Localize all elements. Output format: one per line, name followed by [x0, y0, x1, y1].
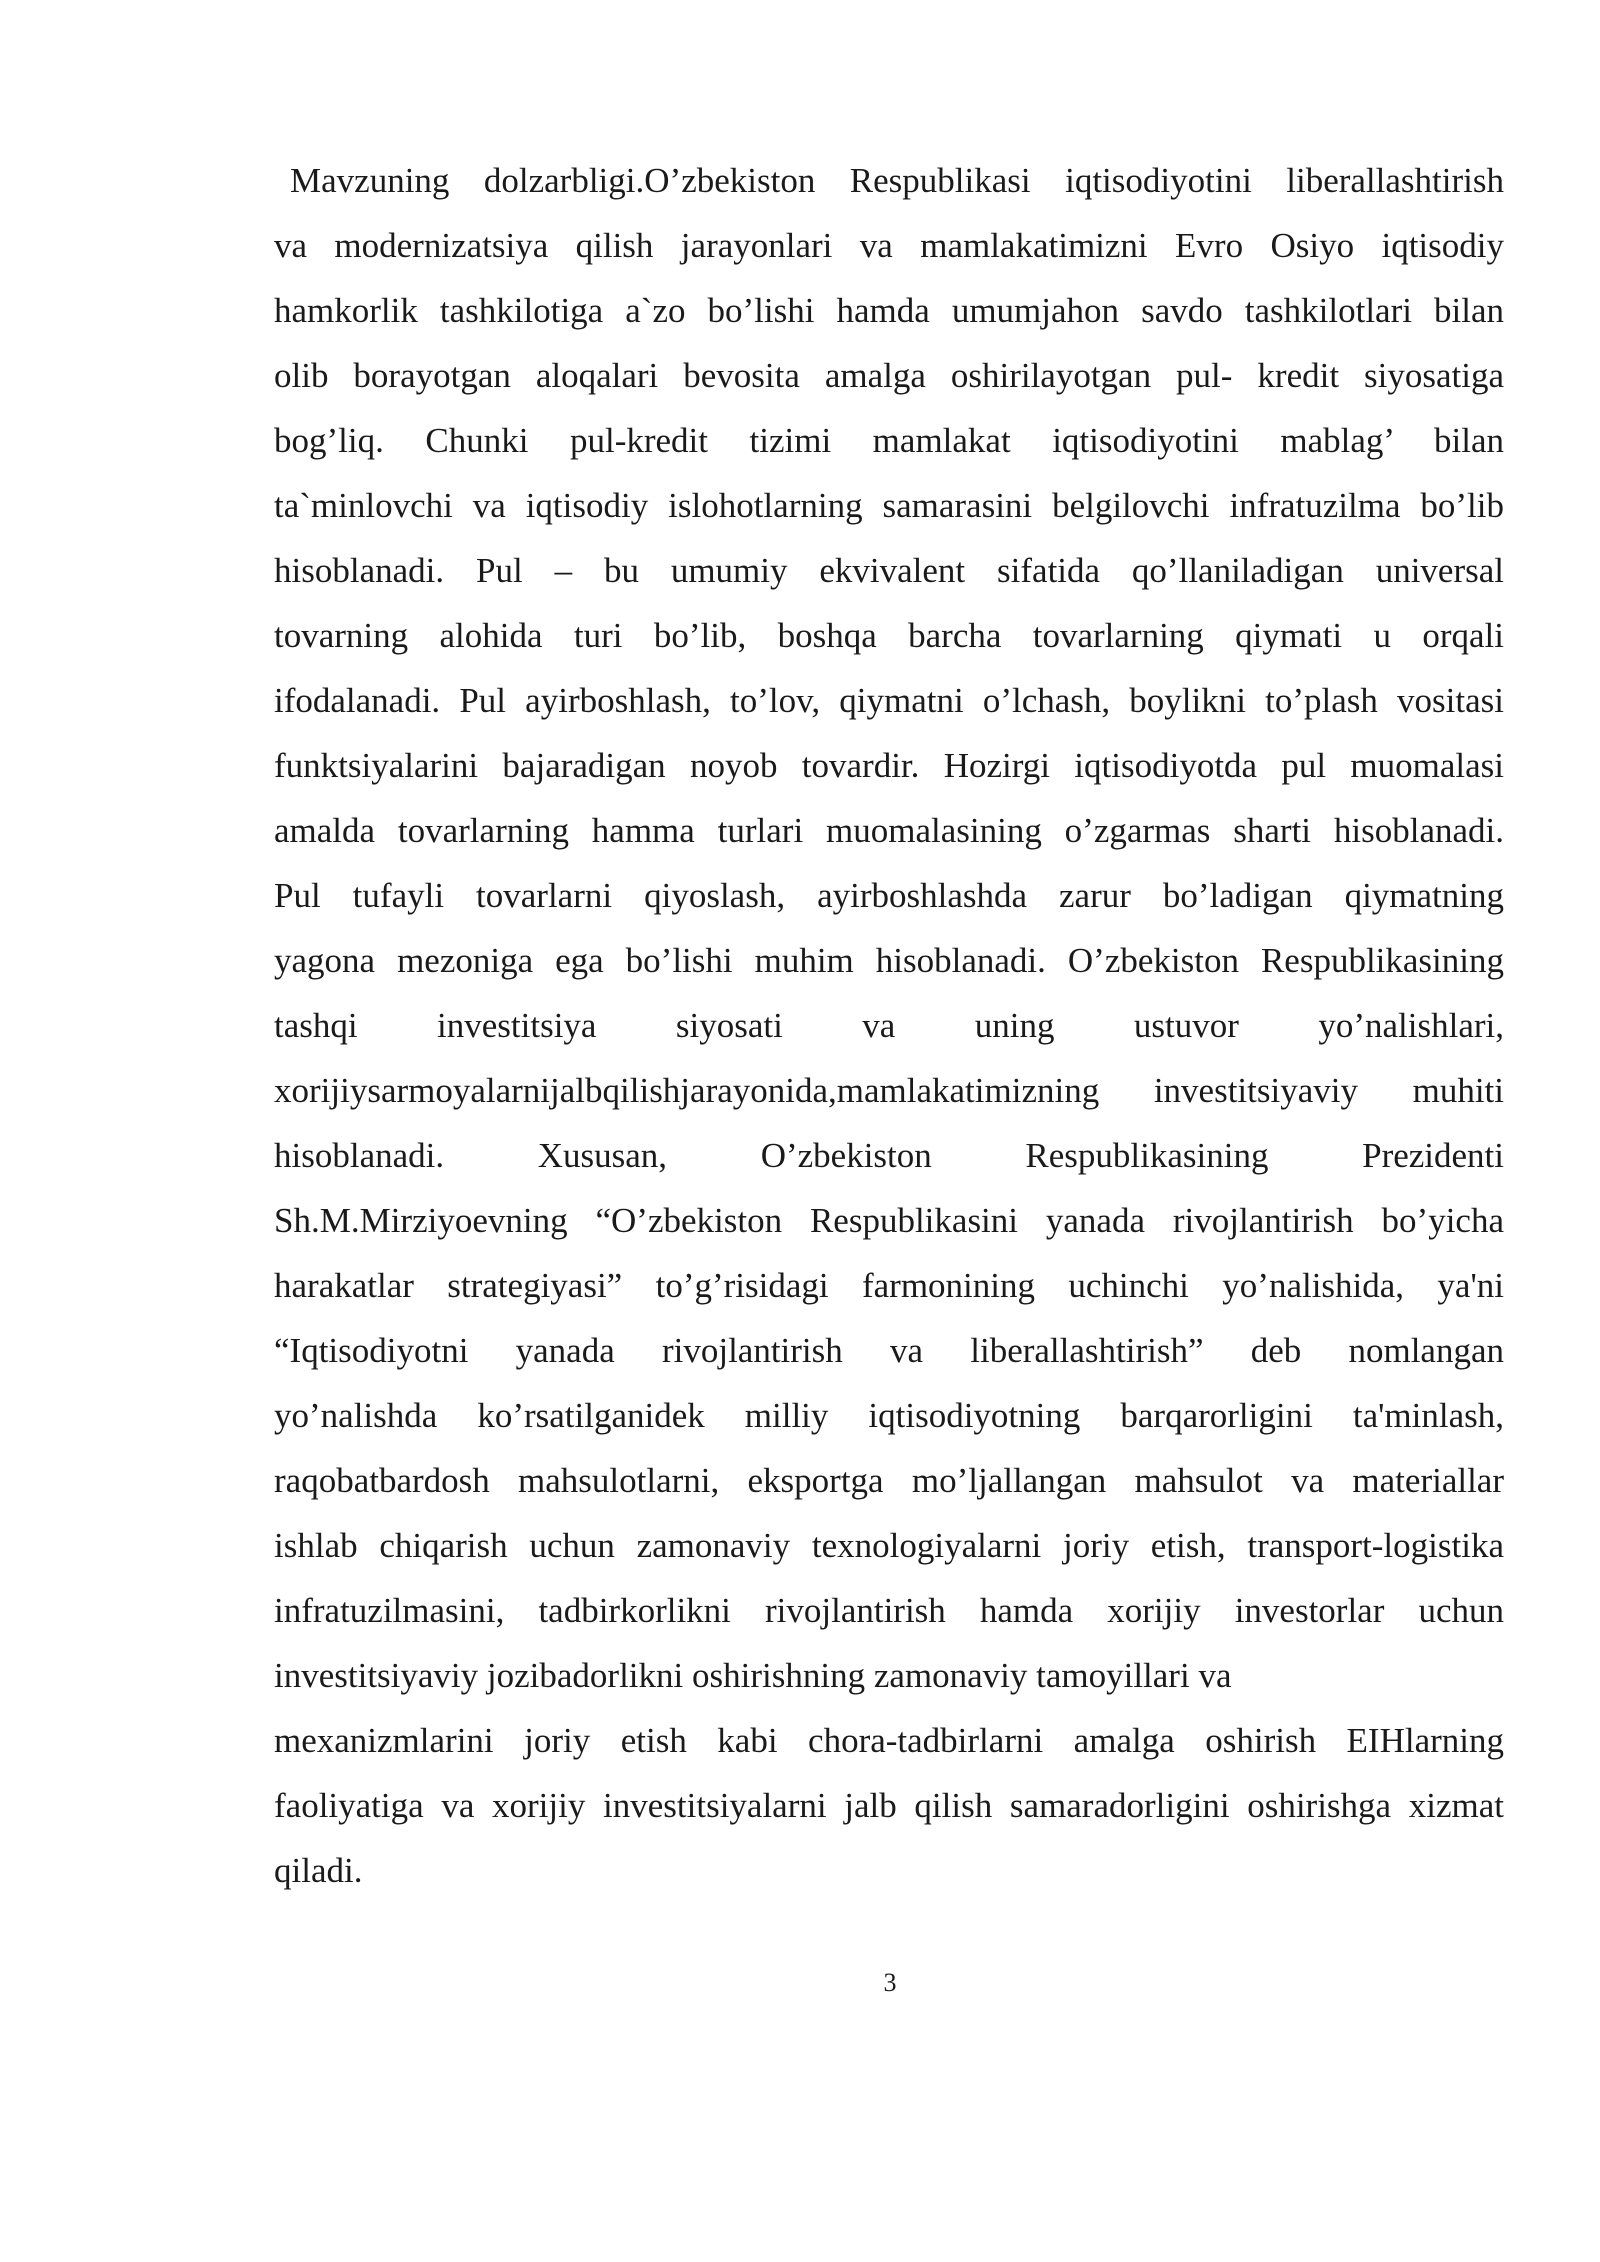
text-line: tovarning alohida turi bo’lib, boshqa barcha tovarlarning qiymati u orqali — [274, 616, 1504, 655]
text-line: tashqi investitsiya siyosati va uning ustuvor yo’nalishlari, — [274, 1006, 1504, 1045]
text-line: amalda tovarlarning hamma turlari muomalasining o’zgarmas sharti hisoblanadi. — [274, 811, 1504, 850]
text-line: xorijiysarmoyalarnijalbqilishjarayonida,mamlakatimizning investitsiyaviy muhiti — [274, 1071, 1504, 1110]
text-line: hamkorlik tashkilotiga a`zo bo’lishi hamda umumjahon savdo tashkilotlari bilan — [274, 291, 1504, 330]
text-line: “Iqtisodiyotni yanada rivojlantirish va liberallashtirish” deb nomlangan — [274, 1331, 1504, 1370]
text-line: hisoblanadi. Pul – bu umumiy ekvivalent sifatida qo’llaniladigan universal — [274, 551, 1504, 590]
text-line: bog’liq. Chunki pul-kredit tizimi mamlakat iqtisodiyotini mablag’ bilan — [274, 421, 1504, 460]
text-line: ishlab chiqarish uchun zamonaviy texnologiyalarni joriy etish, transport-logistika — [274, 1526, 1504, 1565]
text-line: raqobatbardosh mahsulotlarni, eksportga mo’ljallangan mahsulot va materiallar — [274, 1461, 1504, 1500]
text-line: yo’nalishda ko’rsatilganidek milliy iqtisodiyotning barqarorligini ta'minlash, — [274, 1396, 1504, 1435]
page-number: 3 — [883, 1968, 897, 1997]
text-line: investitsiyaviy jozibadorlikni oshirishning zamonaviy tamoyillari va — [274, 1656, 1232, 1695]
text-line: harakatlar strategiyasi” to’g’risidagi farmonining uchinchi yo’nalishida, ya'ni — [274, 1266, 1504, 1305]
text-line: faoliyatiga va xorijiy investitsiyalarni jalb qilish samaradorligini oshirishga xizmat — [274, 1786, 1504, 1825]
text-line: Pul tufayli tovarlarni qiyoslash, ayirboshlashda zarur bo’ladigan qiymatning — [274, 876, 1504, 915]
text-line: ifodalanadi. Pul ayirboshlash, to’lov, qiymatni o’lchash, boylikni to’plash vositasi — [274, 681, 1504, 720]
text-line: Sh.M.Mirziyoevning “O’zbekiston Respublikasini yanada rivojlantirish bo’yicha — [274, 1201, 1504, 1240]
text-line: mexanizmlarini joriy etish kabi chora-tadbirlarni amalga oshirish EIHlarning — [274, 1721, 1504, 1760]
text-line: infratuzilmasini, tadbirkorlikni rivojlantirish hamda xorijiy investorlar uchun — [274, 1591, 1504, 1630]
text-line: qiladi. — [274, 1851, 363, 1890]
text-line: va modernizatsiya qilish jarayonlari va mamlakatimizni Evro Osiyo iqtisodiy — [274, 226, 1504, 265]
text-line: Mavzuning dolzarbligi.O’zbekiston Respublikasi iqtisodiyotini liberallashtirish — [290, 161, 1504, 200]
body-paragraph — [274, 148, 1504, 1903]
text-line: funktsiyalarini bajaradigan noyob tovardir. Hozirgi iqtisodiyotda pul muomalasi — [274, 746, 1504, 785]
text-line: ta`minlovchi va iqtisodiy islohotlarning samarasini belgilovchi infratuzilma bo’lib — [274, 486, 1504, 525]
text-line: olib borayotgan aloqalari bevosita amalga oshirilayotgan pul- kredit siyosatiga — [274, 356, 1504, 395]
text-line: hisoblanadi. Xususan, O’zbekiston Respublikasining Prezidenti — [274, 1136, 1504, 1175]
text-line: yagona mezoniga ega bo’lishi muhim hisoblanadi. O’zbekiston Respublikasining — [274, 941, 1504, 980]
